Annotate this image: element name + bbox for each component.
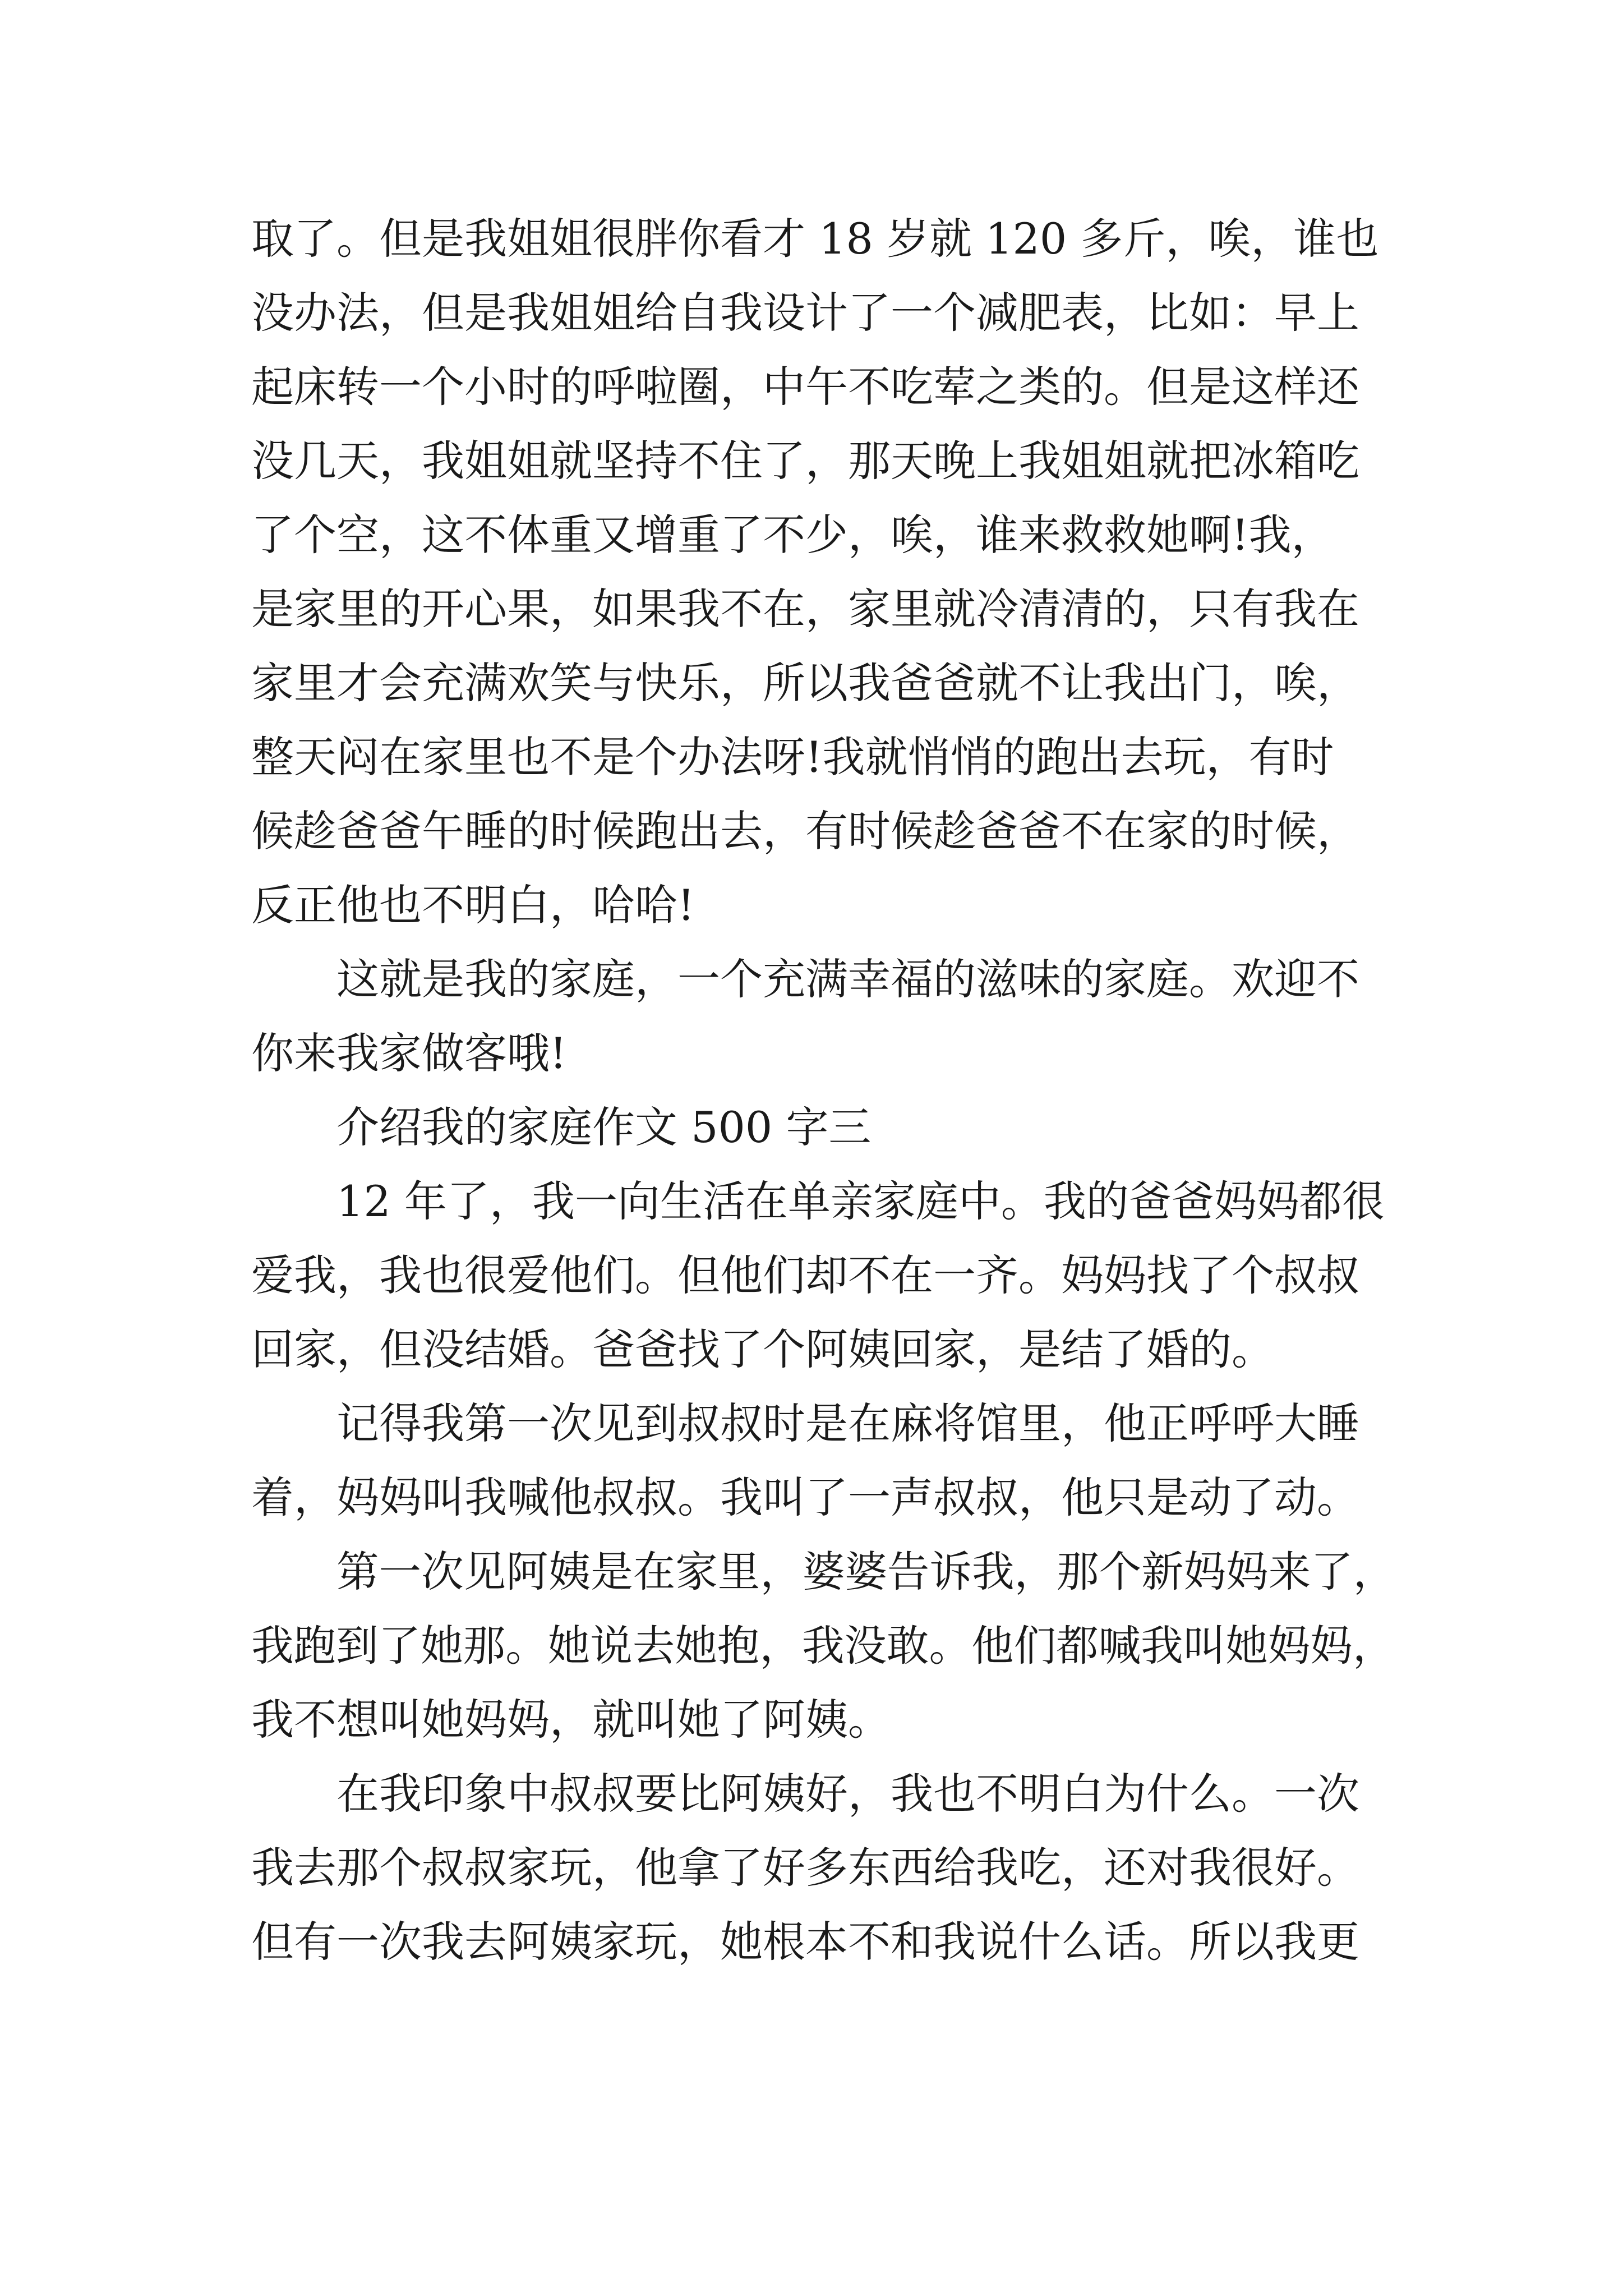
paragraph-first-line: 记得我第一次见到叔叔时是在麻将馆里，他正呼呼大睡 <box>336 1398 1359 1448</box>
text-line: 我不想叫她妈妈，就叫她了阿姨。 <box>251 1695 891 1745</box>
text-line: 起床转一个小时的呼啦圈，中午不吃荤之类的。但是这样还 <box>251 362 1359 412</box>
paragraph-first-line: 这就是我的家庭，一个充满幸福的滋味的家庭。欢迎不 <box>336 954 1359 1004</box>
paragraph-first-line: 第一次见阿姨是在家里，婆婆告诉我，那个新妈妈来了， <box>336 1547 1396 1596</box>
text-line: 整天闷在家里也不是个办法呀!我就悄悄的跑出去玩，有时 <box>251 732 1334 782</box>
text-line: 了个空，这不体重又增重了不少，唉，谁来救救她啊!我， <box>251 510 1334 560</box>
text-line: 我跑到了她那。她说去她抱，我没敢。他们都喊我叫她妈妈， <box>251 1621 1395 1671</box>
document-page <box>251 202 1401 1979</box>
text-line: 候趁爸爸午睡的时候跑出去，有时候趁爸爸不在家的时候， <box>251 806 1359 856</box>
text-line: 是家里的开心果，如果我不在，家里就冷清清的，只有我在 <box>251 584 1359 634</box>
text-line: 没办法，但是我姐姐给自我设计了一个减肥表，比如：早上 <box>251 288 1359 338</box>
paragraph-first-line: 在我印象中叔叔要比阿姨好，我也不明白为什么。一次 <box>336 1769 1359 1819</box>
text-line: 回家，但没结婚。爸爸找了个阿姨回家，是结了婚的。 <box>251 1324 1274 1374</box>
text-line: 但有一次我去阿姨家玩，她根本不和我说什么话。所以我更 <box>251 1917 1359 1967</box>
text-line: 没几天，我姐姐就坚持不住了，那天晚上我姐姐就把冰箱吃 <box>251 436 1359 486</box>
text-line: 取了。但是我姐姐很胖你看才 18 岁就 120 多斤，唉，谁也 <box>251 214 1379 264</box>
text-line: 反正他也不明白，哈哈! <box>251 880 695 930</box>
text-line: 我去那个叔叔家玩，他拿了好多东西给我吃，还对我很好。 <box>251 1843 1359 1893</box>
text-line: 着，妈妈叫我喊他叔叔。我叫了一声叔叔，他只是动了动。 <box>251 1473 1359 1522</box>
section-heading: 介绍我的家庭作文 500 字三 <box>336 1102 872 1152</box>
paragraph-first-line: 12 年了，我一向生活在单亲家庭中。我的爸爸妈妈都很 <box>336 1176 1385 1226</box>
text-line: 家里才会充满欢笑与快乐，所以我爸爸就不让我出门，唉， <box>251 658 1359 708</box>
text-line: 你来我家做客哦! <box>251 1028 567 1078</box>
text-line: 爱我，我也很爱他们。但他们却不在一齐。妈妈找了个叔叔 <box>251 1250 1359 1300</box>
